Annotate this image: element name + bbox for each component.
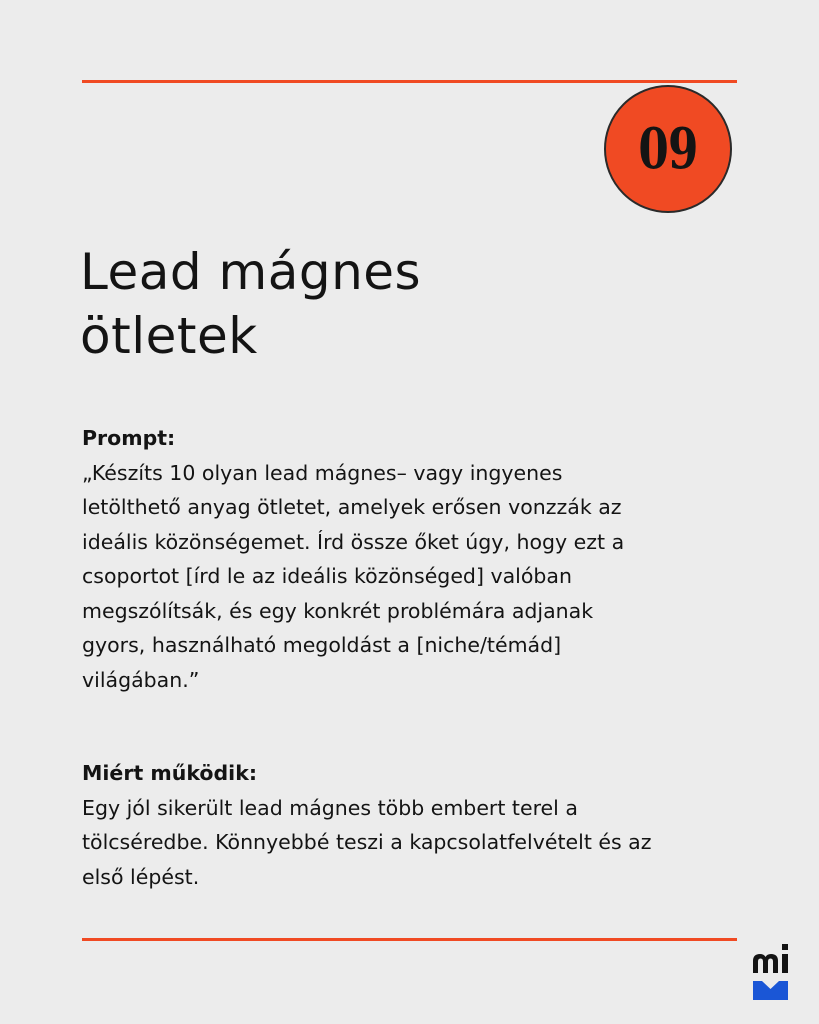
prompt-section (82, 421, 742, 697)
step-number-badge (604, 85, 732, 213)
mi-logo-icon (751, 943, 791, 1001)
why-heading: Miért működik: (82, 761, 258, 785)
top-divider (82, 80, 737, 83)
prompt-heading: Prompt: (82, 426, 176, 450)
why-it-works-section (82, 756, 742, 894)
why-text: Egy jól sikerült lead mágnes több embert terel a tölcséredbe. Könnyebbé teszi a kapcsolatfelvételt és az első lépést. (82, 795, 652, 889)
bottom-divider (82, 938, 737, 941)
page-title (80, 240, 680, 368)
title-line-1: Lead mágnes (80, 243, 422, 301)
step-number: 09 (638, 116, 698, 182)
prompt-text: „Készíts 10 olyan lead mágnes– vagy ingyenes letölthető anyag ötletet, amelyek erősen vonzzák az ideális közönségemet. Írd össze őket úgy, hogy ezt a csoportot [írd le az ideális közönséged] valóban megszólítsák, és egy konkrét problémára adjanak gyors, használható megoldást a [niche/témád] világában.” (82, 460, 625, 692)
title-line-2: ötletek (80, 307, 258, 365)
